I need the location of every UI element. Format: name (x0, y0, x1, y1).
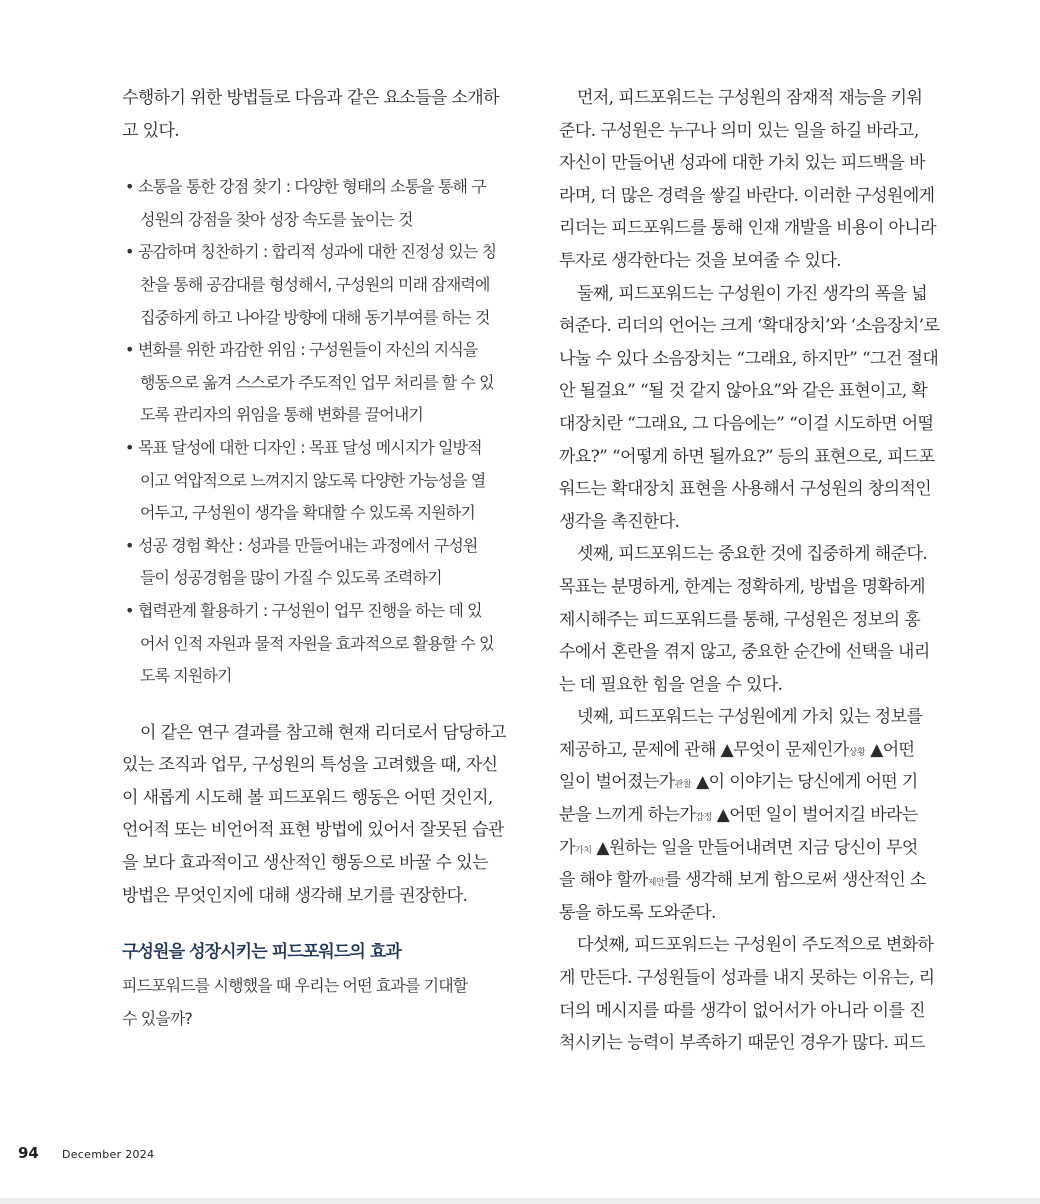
annotation-label: 상황 (848, 747, 866, 758)
text-line: 성원의 강점을 찾아 성장 속도를 높이는 것 (140, 209, 413, 229)
text-line: 투자로 생각한다는 것을 보여줄 수 있다. (559, 250, 841, 271)
text-line: 일이 벌어졌는가관찰 ▲이 이야기는 당신에게 어떤 기 (559, 772, 918, 793)
text-line: 이 같은 연구 결과를 참고해 현재 리더로서 담당하고 (140, 722, 506, 743)
text-line: 제공하고, 문제에 관해 ▲무엇이 문제인가상황 ▲어떤 (559, 739, 915, 760)
text-line: 먼저, 피드포워드는 구성원의 잠재적 재능을 키워 (577, 88, 923, 108)
text-line: 방법은 무엇인지에 대해 생각해 보기를 권장한다. (122, 885, 468, 906)
text-line: 둘째, 피드포워드는 구성원이 가진 생각의 폭을 넓 (577, 283, 928, 304)
issue-date: December 2024 (61, 1148, 155, 1161)
text-line: 피드포워드를 시행했을 때 우리는 어떤 효과를 기대할 (122, 976, 468, 996)
text-line: 생각을 촉진한다. (559, 511, 680, 532)
text-line: 수에서 혼란을 겪지 않고, 중요한 순간에 선택을 내리 (559, 642, 930, 663)
list-item: • 성공 경험 확산 : 성과를 만들어내는 과정에서 구성원 (122, 530, 522, 563)
text-line: 을 보다 효과적이고 생산적인 행동으로 바꿀 수 있는 (122, 853, 488, 874)
text-line: 셋째, 피드포워드는 중요한 것에 집중하게 해준다. (577, 544, 928, 565)
text-line: 수행하기 위한 방법들로 다음과 같은 요소들을 소개하 (122, 88, 499, 108)
text-line: 통을 하도록 도와준다. (559, 902, 716, 923)
text-line: 자신이 만들어낸 성과에 대한 가치 있는 피드백을 바 (559, 153, 925, 174)
text-line: 넷째, 피드포워드는 구성원에게 가치 있는 정보를 (577, 707, 923, 728)
text-line: 워드는 확대장치 표현을 사용해서 구성원의 창의적인 (559, 479, 932, 500)
text-line: 가가치 ▲원하는 일을 만들어내려면 지금 당신이 무엇 (559, 837, 918, 858)
list-item: • 공감하며 칭찬하기 : 합리적 성과에 대한 진정성 있는 칭 (122, 236, 522, 269)
list-item: • 소통을 통한 강점 찾기 : 다양한 형태의 소통을 통해 구 (122, 171, 522, 204)
text-line: 집중하게 하고 나아갈 방향에 대해 동기부여를 하는 것 (140, 307, 490, 327)
text-line: 찬을 통해 공감대를 형성해서, 구성원의 미래 잠재력에 (140, 274, 490, 294)
text-line: 혀준다. 리더의 언어는 크게 ‘확대장치’와 ‘소음장치’로 (559, 316, 940, 337)
page-number: 94 (18, 1144, 39, 1162)
text-line: 들이 성공경험을 많이 가질 수 있도록 조력하기 (140, 568, 442, 588)
text-line: 척시키는 능력이 부족하기 때문인 경우가 많다. 피드 (559, 1033, 925, 1054)
left-column (122, 82, 522, 1035)
text-line: 이 새롭게 시도해 볼 피드포워드 행동은 어떤 것인지, (122, 787, 493, 808)
bottom-divider (0, 1198, 1040, 1204)
right-column (559, 82, 959, 1060)
annotation-label: 관찰 (674, 780, 692, 791)
bullet-list (122, 171, 522, 693)
text-line: 어두고, 구성원이 생각을 확대할 수 있도록 지원하기 (140, 503, 475, 523)
page-footer (18, 1143, 154, 1162)
section-heading: 구성원을 성장시키는 피드포워드의 효과 (122, 942, 401, 963)
text-line: 행동으로 옮겨 스스로가 주도적인 업무 처리를 할 수 있 (140, 372, 494, 392)
text-line: 리더는 피드포워드를 통해 인재 개발을 비용이 아니라 (559, 218, 936, 239)
text-line: 는 데 필요한 힘을 얻을 수 있다. (559, 674, 783, 695)
text-line: 다섯째, 피드포워드는 구성원이 주도적으로 변화하 (577, 935, 934, 956)
text-line: 수 있을까? (122, 1008, 193, 1028)
list-item: • 목표 달성에 대한 디자인 : 목표 달성 메시지가 일방적 (122, 432, 522, 465)
text-line: 제시해주는 피드포워드를 통해, 구성원은 정보의 홍 (559, 609, 921, 630)
text-line: 까요?” “어떻게 하면 될까요?” 등의 표현으로, 피드포 (559, 446, 935, 467)
text-line: 고 있다. (122, 120, 180, 141)
annotation-label: 가치 (574, 845, 592, 856)
text-line: 안 될걸요” “될 것 같지 않아요”와 같은 표현이고, 확 (559, 381, 928, 402)
text-line: 게 만든다. 구성원들이 성과를 내지 못하는 이유는, 리 (559, 968, 935, 989)
text-line: 이고 억압적으로 느껴지지 않도록 다양한 가능성을 열 (140, 470, 486, 490)
list-item: • 변화를 위한 과감한 위임 : 구성원들이 자신의 지식을 (122, 334, 522, 367)
text-line: 대장치란 “그래요, 그 다음에는” “이걸 시도하면 어떨 (559, 413, 934, 434)
text-line: 분을 느끼게 하는가감정 ▲어떤 일이 벌어지길 바라는 (559, 805, 918, 826)
text-line: 어서 인적 자원과 물적 자원을 효과적으로 활용할 수 있 (140, 633, 494, 653)
text-line: 준다. 구성원은 누구나 의미 있는 일을 하길 바라고, (559, 120, 919, 141)
text-line: 을 해야 할까제안를 생각해 보게 함으로써 생산적인 소 (559, 870, 926, 891)
text-line: 나눌 수 있다 소음장치는 “그래요, 하지만” “그건 절대 (559, 348, 939, 369)
text-line: 더의 메시지를 따를 생각이 없어서가 아니라 이를 진 (559, 1000, 925, 1021)
text-line: 도록 지원하기 (140, 666, 232, 686)
text-line: 언어적 또는 비언어적 표현 방법에 있어서 잘못된 습관 (122, 820, 504, 841)
text-line: 도록 관리자의 위임을 통해 변화를 끌어내기 (140, 405, 423, 425)
list-item: • 협력관계 활용하기 : 구성원이 업무 진행을 하는 데 있 (122, 595, 522, 628)
text-line: 라며, 더 많은 경력을 쌓길 바란다. 이러한 구성원에게 (559, 185, 935, 206)
text-line: 목표는 분명하게, 한계는 정확하게, 방법을 명확하게 (559, 576, 925, 597)
text-line: 있는 조직과 업무, 구성원의 특성을 고려했을 때, 자신 (122, 755, 498, 776)
annotation-label: 감정 (695, 813, 712, 824)
annotation-label: 제안 (647, 878, 665, 889)
